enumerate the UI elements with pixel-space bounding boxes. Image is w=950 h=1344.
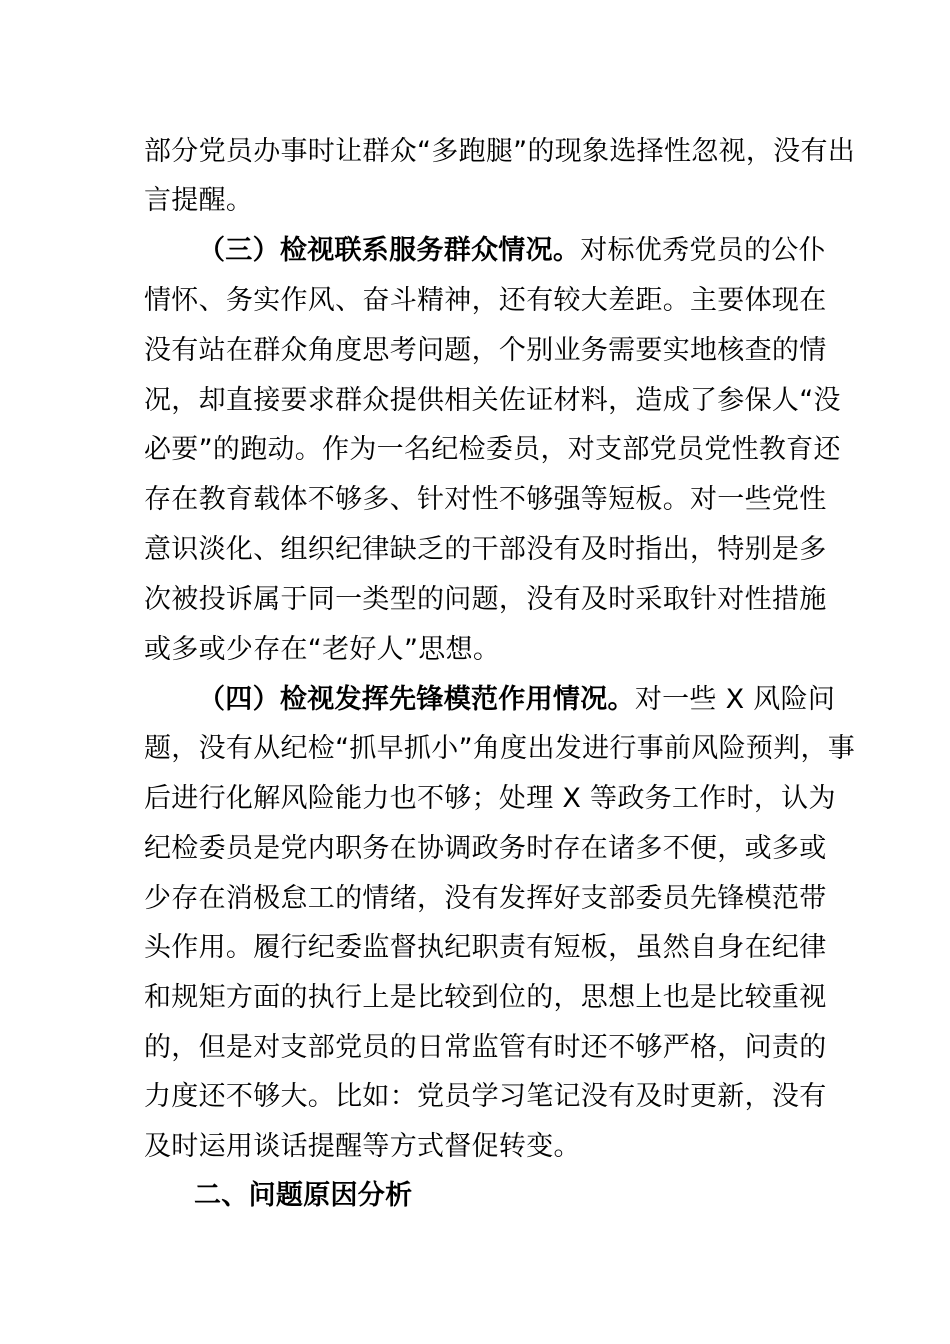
paragraph-text: 对标优秀党员的公仆 — [580, 235, 826, 266]
paragraph-line: 言提醒。 — [144, 185, 254, 216]
paragraph-text: 对一些 X 风险问 — [634, 684, 836, 715]
paragraph-line: 或多或少存在“老好人”思想。 — [144, 634, 501, 665]
paragraph-line: 部分党员办事时让群众“多跑腿”的现象选择性忽视，没有出 — [144, 136, 856, 167]
paragraph-line: 必要”的跑动。作为一名纪检委员，对支部党员党性教育还 — [144, 434, 841, 465]
paragraph-line: 头作用。履行纪委监督执纪职责有短板，虽然自身在纪律 — [144, 932, 827, 963]
paragraph-line: 及时运用谈话提醒等方式督促转变。 — [144, 1131, 581, 1162]
paragraph-line: 意识淡化、组织纪律缺乏的干部没有及时指出，特别是多 — [144, 534, 827, 565]
paragraph-line: 情怀、务实作风、奋斗精神，还有较大差距。主要体现在 — [144, 285, 827, 316]
paragraph-line: 次被投诉属于同一类型的问题，没有及时采取针对性措施 — [144, 584, 827, 615]
section-heading: 二、问题原因分析 — [194, 1180, 413, 1211]
paragraph-line: 况，却直接要求群众提供相关佐证材料，造成了参保人“没 — [144, 385, 841, 416]
paragraph-first-line — [198, 675, 836, 725]
paragraph-line: 后进行化解风险能力也不够；处理 X 等政务工作时，认为 — [144, 783, 836, 814]
paragraph-line: 和规矩方面的执行上是比较到位的，思想上也是比较重视 — [144, 982, 827, 1013]
paragraph-line: 少存在消极怠工的情绪，没有发挥好支部委员先锋模范带 — [144, 883, 827, 914]
paragraph-heading-bold: （四）检视发挥先锋模范作用情况。 — [198, 684, 635, 715]
paragraph-heading-bold: （三）检视联系服务群众情况。 — [198, 235, 581, 266]
paragraph-first-line — [198, 226, 826, 276]
paragraph-line: 存在教育载体不够多、针对性不够强等短板。对一些党性 — [144, 484, 827, 515]
paragraph-line: 题，没有从纪检“抓早抓小”角度出发进行事前风险预判，事 — [144, 733, 856, 764]
paragraph-line: 没有站在群众角度思考问题，个别业务需要实地核查的情 — [144, 335, 827, 366]
paragraph-line: 力度还不够大。比如：党员学习笔记没有及时更新，没有 — [144, 1081, 827, 1112]
paragraph-line: 纪检委员是党内职务在协调政务时存在诸多不便，或多或 — [144, 833, 827, 864]
paragraph-line: 的，但是对支部党员的日常监管有时还不够严格，问责的 — [144, 1032, 827, 1063]
